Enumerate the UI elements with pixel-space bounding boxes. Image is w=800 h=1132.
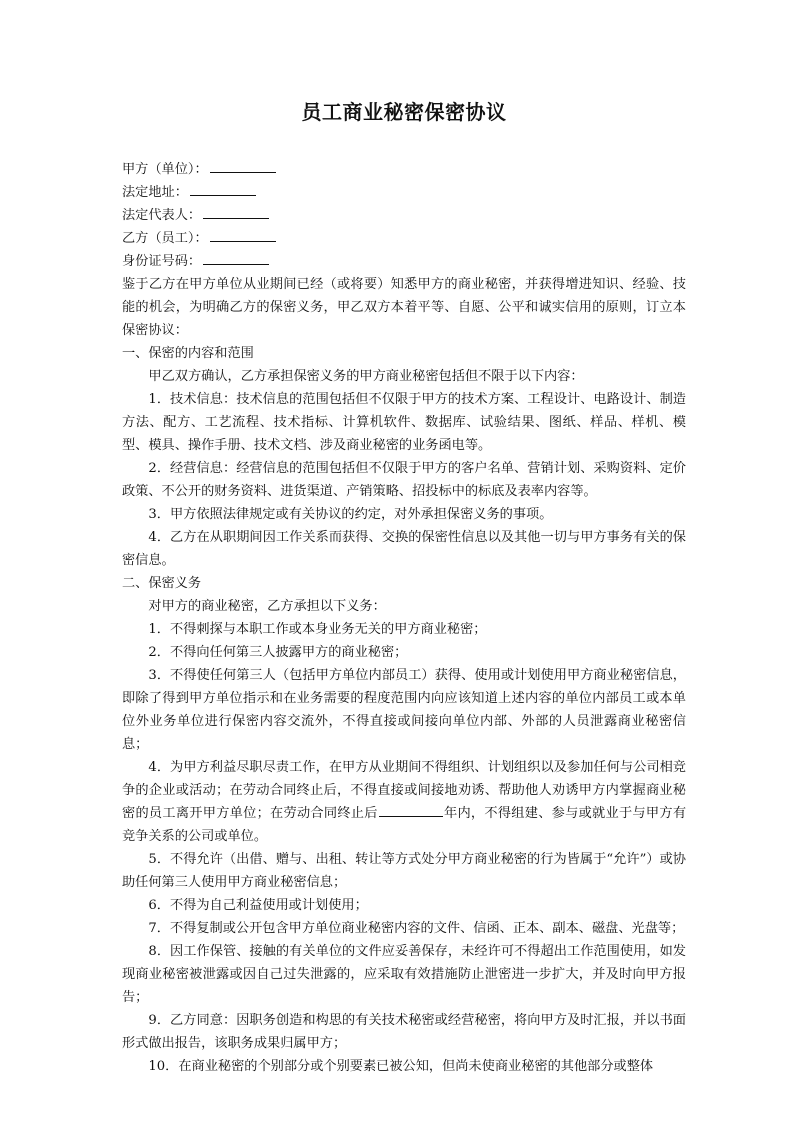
id-number-blank xyxy=(203,250,269,265)
preamble: 鉴于乙方在甲方单位从业期间已经（或将要）知悉甲方的商业秘密，并获得增进知识、经验、技能的机会，为明确乙方的保密义务，甲乙双方本着平等、自愿、公平和诚实信用的原则，订立本保密协议： xyxy=(122,277,686,338)
legal-representative-label: 法定代表人： xyxy=(122,208,202,223)
section-2-item-5: 5．不得允许（出借、赠与、出租、转让等方式处分甲方商业秘密的行为皆属于“允许”）或协助任何第三人使用甲方商业秘密信息； xyxy=(122,852,686,890)
section-2-item-9: 9．乙方同意：因职务创造和构思的有关技术秘密或经营秘密，将向甲方及时汇报，并以书面形式做出报告，该职务成果归属甲方； xyxy=(122,1013,686,1051)
party-b-label: 乙方（员工）： xyxy=(122,231,208,246)
party-a-blank xyxy=(210,158,276,173)
section-2-item-10: 10．在商业秘密的个别部分或个别要素已被公知，但尚未使商业秘密的其他部分或整体 xyxy=(148,1059,654,1074)
section-1-item-3: 3．甲方依照法律规定或有关协议的约定，对外承担保密义务的事项。 xyxy=(148,507,553,522)
section-2-heading: 二、保密义务 xyxy=(122,576,202,591)
party-b-line xyxy=(122,227,686,250)
section-1-item-2: 2．经营信息：经营信息的范围包括但不仅限于甲方的客户名单、营销计划、采购资料、定价政策、不公开的财务资料、进货渠道、产销策略、招投标中的标底及表率内容等。 xyxy=(122,461,686,499)
party-a-label: 甲方（单位）： xyxy=(122,162,208,177)
years-blank xyxy=(379,802,443,817)
party-a-line xyxy=(122,158,686,181)
legal-address-label: 法定地址： xyxy=(122,185,188,200)
section-2-item-4-tail: 年内，不得组建、参与或就业于与甲方有竞争关系的公司或单位。 xyxy=(122,806,687,844)
section-2-item-8: 8．因工作保管、接触的有关单位的文件应妥善保存，未经许可不得超出工作范围使用，如发现商业秘密被泄露或因自己过失泄露的，应采取有效措施防止泄密进一步扩大，并及时向甲方报告； xyxy=(122,944,686,1005)
document-title: 员工商业秘密保密协议 xyxy=(301,100,507,124)
section-1-item-1: 1．技术信息：技术信息的范围包括但不仅限于甲方的技术方案、工程设计、电路设计、制造方法、配方、工艺流程、技术指标、计算机软件、数据库、试验结果、图纸、样品、样机、模型、模具、操作手册、技术文档、涉及商业秘密的业务函电等。 xyxy=(122,392,686,453)
id-number-label: 身份证号码： xyxy=(122,254,202,269)
legal-representative-line xyxy=(122,204,686,227)
legal-address-line xyxy=(122,181,686,204)
section-2-item-1: 1．不得刺探与本职工作或本身业务无关的甲方商业秘密； xyxy=(148,622,487,637)
section-1-heading: 一、保密的内容和范围 xyxy=(122,346,254,361)
section-2-item-2: 2．不得向任何第三人披露甲方的商业秘密； xyxy=(148,645,408,660)
section-1-intro: 甲乙双方确认，乙方承担保密义务的甲方商业秘密包括但不限于以下内容： xyxy=(148,369,584,384)
party-info xyxy=(122,158,686,273)
section-2-item-7: 7．不得复制或公开包含甲方单位商业秘密内容的文件、信函、正本、副本、磁盘、光盘等； xyxy=(148,921,685,936)
party-b-blank xyxy=(210,227,276,242)
id-number-line xyxy=(122,250,686,273)
legal-address-blank xyxy=(190,181,256,196)
legal-representative-blank xyxy=(203,204,269,219)
section-2-item-3: 3．不得使任何第三人（包括甲方单位内部员工）获得、使用或计划使用甲方商业秘密信息，即除了得到甲方单位指示和在业务需要的程度范围内向应该知道上述内容的单位内部员工或本单位外业务单位进行保密内容交流外，不得直接或间接向单位内部、外部的人员泄露商业秘密信息； xyxy=(122,668,686,752)
section-2-item-4-text: 4．为甲方利益尽职尽责工作，在甲方从业期间不得组织、计划组织以及参加任何与公司相竞争的企业或活动；在劳动合同终止后，不得直接或间接地劝诱、帮助他人劝诱甲方内掌握商业秘密的员工离开甲方单位；在劳动合同终止后 xyxy=(122,760,686,821)
section-2-intro: 对甲方的商业秘密，乙方承担以下义务： xyxy=(148,599,386,614)
section-2-item-4 xyxy=(122,756,686,848)
section-2-item-6: 6．不得为自己利益使用或计划使用； xyxy=(148,898,368,913)
section-1-item-4: 4．乙方在从职期间因工作关系而获得、交换的保密性信息以及其他一切与甲方事务有关的保密信息。 xyxy=(122,530,686,568)
